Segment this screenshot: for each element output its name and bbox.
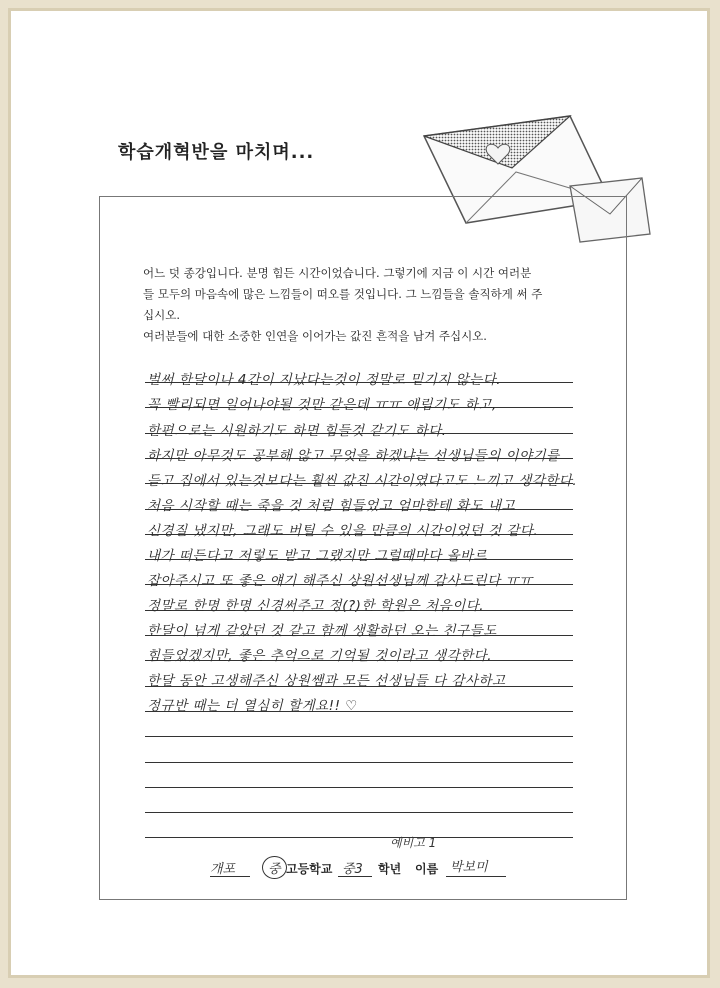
name-underline (446, 876, 506, 877)
instruction-line: 여러분들에 대한 소중한 인연을 이어가는 값진 흔적을 남겨 주십시오. (143, 329, 487, 343)
instruction-line: 십시오. (143, 308, 180, 322)
region-handwritten: 개포 (210, 862, 236, 877)
name-handwritten: 박보미 (450, 860, 488, 875)
ruled-line (145, 736, 573, 737)
instructions (143, 263, 583, 347)
ruled-line (145, 812, 573, 813)
handwritten-line: 힘들었겠지만, 좋은 추억으로 기억될 것이라고 생각한다. (147, 648, 492, 664)
grade-label: 학년 (378, 862, 402, 876)
circled-level: 중 (262, 856, 287, 879)
instruction-line: 들 모두의 마음속에 많은 느낌들이 떠오를 것입니다. 그 느낌들을 솔직하게 써 주 (143, 287, 543, 301)
ruled-line (145, 837, 573, 838)
page-title: 학습개혁반을 마치며... (118, 142, 315, 163)
handwritten-line: 한달이 넘게 같았던 것 같고 함께 생활하던 오는 친구들도 (147, 623, 497, 639)
handwritten-line: 정말로 한명 한명 신경써주고 정(?)한 학원은 처음이다. (147, 598, 485, 614)
handwritten-line: 듣고 집에서 있는것보다는 훨씬 값진 시간이였다고도 느끼고 생각한다. (147, 473, 578, 489)
handwritten-line: 정규반 때는 더 열심히 할게요!! ♡ (147, 698, 358, 714)
handwritten-note: 예비고 1 (390, 836, 437, 850)
ruled-line (145, 787, 573, 788)
handwritten-line: 한달 동안 고생해주신 상원쌤과 모든 선생님들 다 감사하고 (147, 673, 506, 689)
handwritten-line: 벌써 한달이나 4간이 지났다는것이 정말로 믿기지 않는다. (147, 372, 502, 388)
ruled-line (145, 762, 573, 763)
region-underline (210, 876, 250, 877)
school-label: 고등학교 (286, 862, 333, 876)
signature-line (210, 836, 610, 880)
handwritten-line: 내가 떠든다고 저렇도 받고 그랬지만 그럴때마다 올바르 (147, 548, 488, 564)
handwritten-line: 처음 시작할 때는 죽을 것 처럼 힘들었고 엄마한테 화도 내고 (147, 498, 516, 514)
handwritten-line: 잡아주시고 또 좋은 얘기 해주신 상원선생님께 감사드린다 ㅠㅠ (147, 573, 533, 589)
instruction-line: 어느 덧 종강입니다. 분명 힘든 시간이었습니다. 그렇기에 지금 이 시간 여러분 (143, 266, 532, 280)
handwritten-line: 신경질 냈지만, 그래도 버틸 수 있을 만큼의 시간이었던 것 같다. (147, 523, 539, 539)
name-label: 이름 (415, 862, 439, 876)
grade-underline (338, 876, 372, 877)
handwritten-line: 꼭 빨리되면 일어나야될 것만 같은데 ㅠㅠ 애림기도 하고, (147, 397, 497, 413)
handwritten-line: 하지만 아무것도 공부해 않고 무엇을 하겠냐는 선생님들의 이야기를 (147, 448, 560, 464)
handwritten-line: 한편으로는 시원하기도 하면 힘들것 같기도 하다. (147, 423, 447, 439)
grade-handwritten: 중3 (342, 862, 363, 877)
